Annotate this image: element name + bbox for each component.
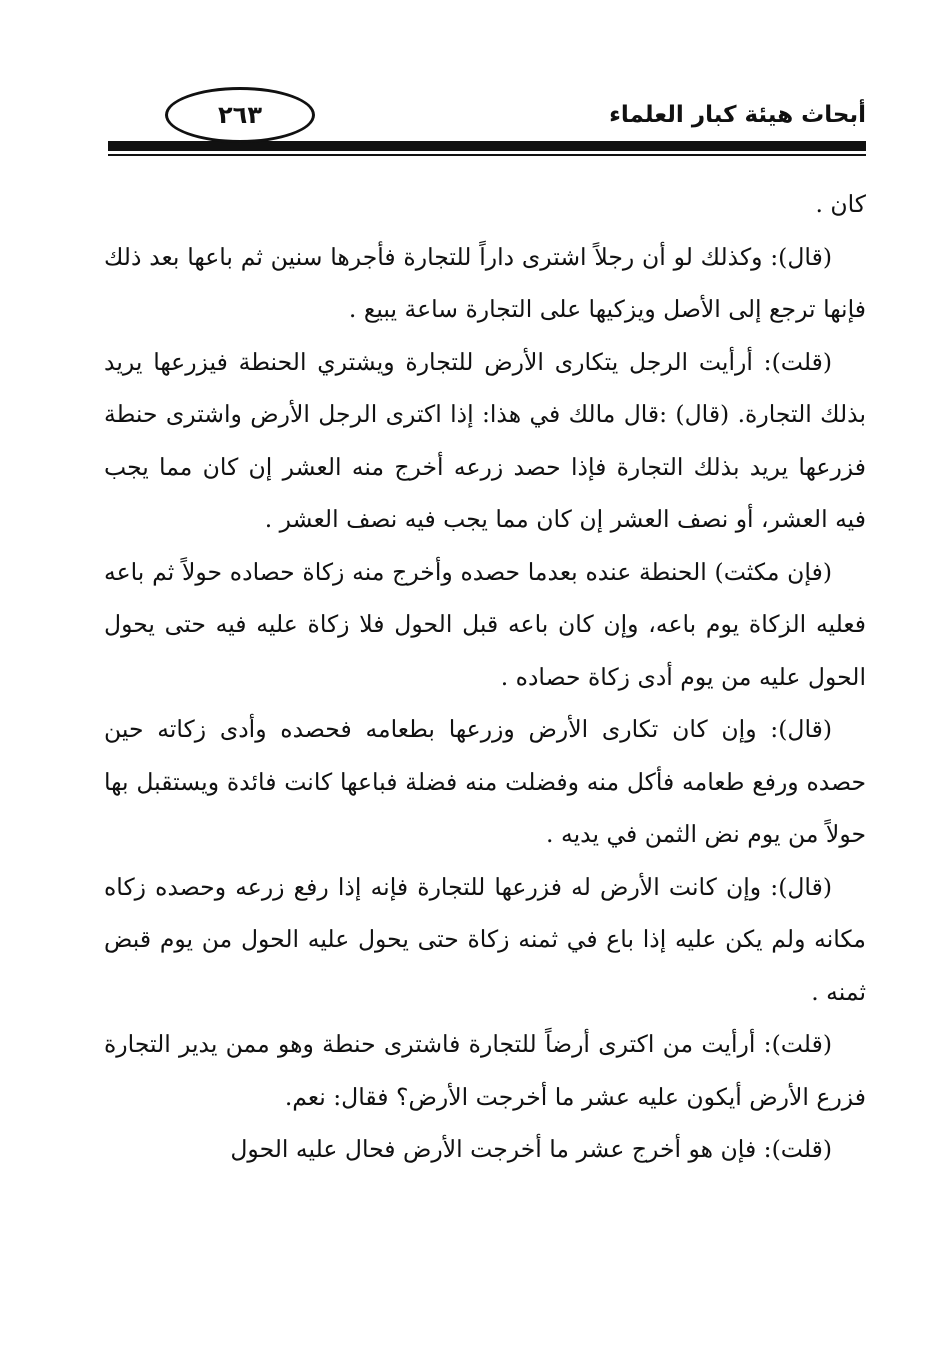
paragraph-7: (قلت): أرأيت من اكترى أرضاً للتجارة فاشترى حنطة وهو ممن يدير التجارة فزرع الأرض أيكون عليه عشر ما أخرجت الأرض؟ فقال: نعم. xyxy=(104,1030,866,1111)
page-number: ٢٦٣ xyxy=(218,101,262,129)
paragraph-4: (فإن مكثت) الحنطة عنده بعدما حصده وأخرج منه زكاة حصاده حولاً ثم باعه فعليه الزكاة يوم باعه، وإن كان باعه قبل الحول فلا زكاة عليه فيه حتى يحول الحول عليه من يوم أدى زكاة حصاده . xyxy=(104,557,866,691)
page-number-oval xyxy=(165,87,315,143)
paragraph-2: (قال): وكذلك لو أن رجلاً اشترى داراً للتجارة فأجرها سنين ثم باعها بعد ذلك فإنها ترجع إلى الأصل ويزكيها على التجارة ساعة يبيع . xyxy=(104,242,866,323)
page-header xyxy=(108,80,866,160)
paragraph-8: (قلت): فإن هو أخرج عشر ما أخرجت الأرض فحال عليه الحول xyxy=(230,1135,832,1163)
running-title: أبحاث هيئة كبار العلماء xyxy=(609,102,866,128)
header-rule-thin xyxy=(108,154,866,156)
header-rule-thick xyxy=(108,141,866,151)
paragraph-3: (قلت): أرأيت الرجل يتكارى الأرض للتجارة ويشتري الحنطة فيزرعها يريد بذلك التجارة. (قال) :قال مالك في هذا: إذا اكترى الرجل الأرض واشترى حنطة فزرعها يريد بذلك التجارة فإذا حصد زرعه أخرج منه العشر إن كان مما يجب فيه العشر، أو نصف العشر إن كان مما يجب فيه نصف العشر . xyxy=(104,347,866,533)
paragraph-6: (قال): وإن كانت الأرض له فزرعها للتجارة فإنه إذا رفع زرعه وحصده زكاه مكانه ولم يكن عليه إذا باع في ثمنه زكاة حتى يحول عليه الحول من يوم قبض ثمنه . xyxy=(104,872,866,1006)
body-text xyxy=(104,178,866,1176)
paragraph-1: كان . xyxy=(815,190,866,218)
paragraph-5: (قال): وإن كان تكارى الأرض وزرعها بطعامه فحصده وأدى زكاته حين حصده ورفع طعامه فأكل منه وفضلت منه فضلة فباعها كانت فائدة ويستقبل بها حولاً من يوم نض الثمن في يديه . xyxy=(104,715,866,848)
